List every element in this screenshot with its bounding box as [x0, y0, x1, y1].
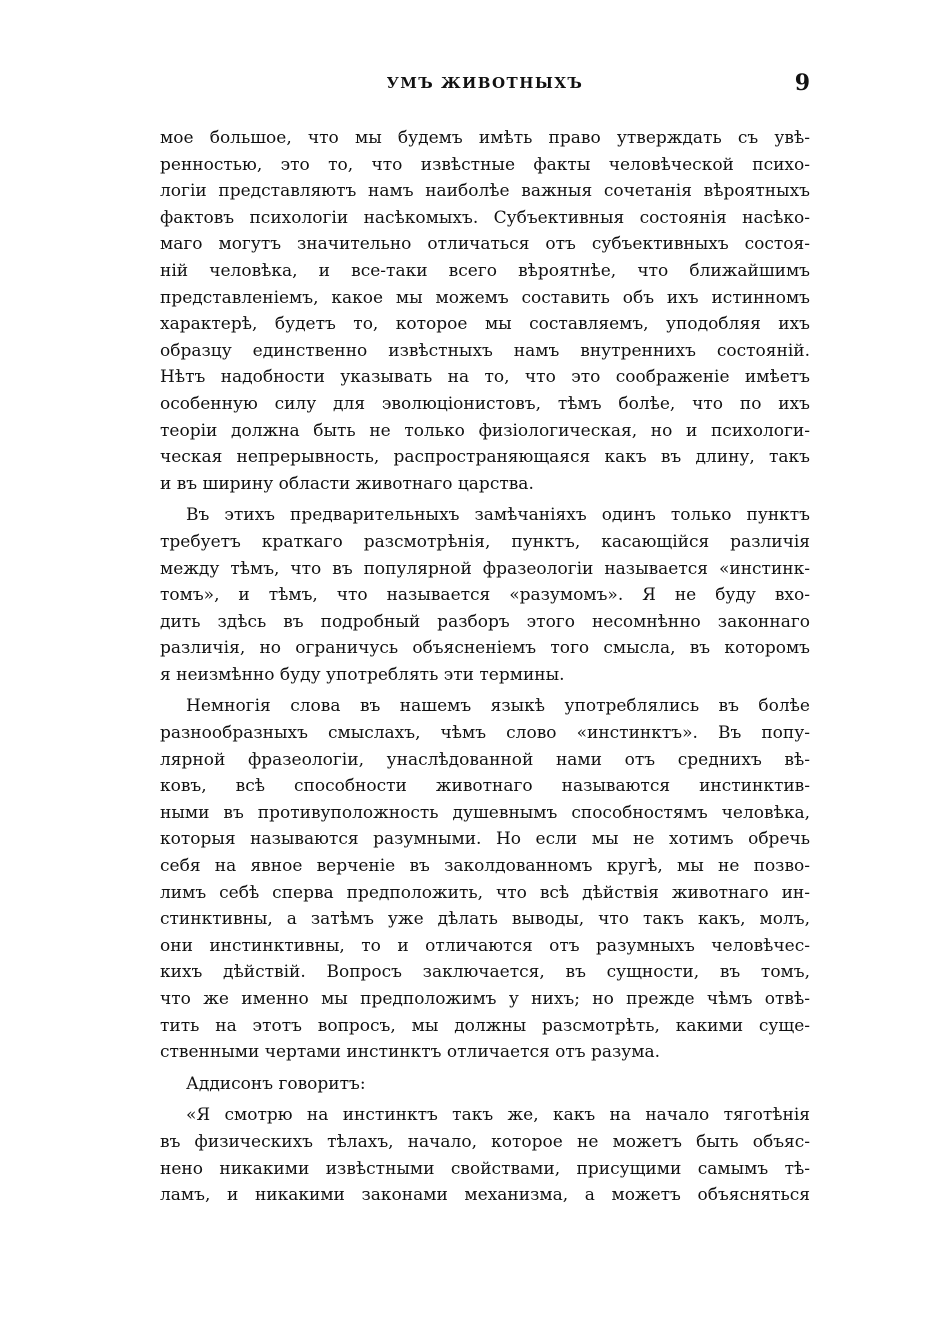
text-line: что же именно мы предположимъ у нихъ; но прежде чѣмъ отвѣ- [160, 989, 810, 1009]
body-text [160, 125, 810, 1214]
text-line: ческая непрерывность, распространяющаяся какъ въ длину, такъ [160, 447, 810, 468]
text-line: томъ», и тѣмъ, что называется «разумомъ». Я не буду вхо- [160, 585, 810, 606]
page-number: 9 [794, 70, 810, 96]
text-line: образцу единственно извѣстныхъ намъ внутреннихъ состояній. [160, 340, 810, 361]
text-line: ственными чертами инстинктъ отличается отъ разума. [160, 1042, 661, 1063]
text-line: стинктивны, а затѣмъ уже дѣлать выводы, что такъ какъ, молъ, [160, 909, 810, 930]
paragraph [160, 502, 810, 688]
text-line: фактовъ психологіи насѣкомыхъ. Субъективныя состоянія насѣко- [160, 207, 810, 228]
text-line: они инстинктивны, то и отличаются отъ разумныхъ человѣчес- [160, 935, 810, 956]
text-line: различія, но ограничусь объясненіемъ того смысла, въ которомъ [160, 638, 810, 659]
paragraph [160, 125, 810, 497]
text-line: особенную силу для эволюціонистовъ, тѣмъ болѣе, что по ихъ [160, 393, 810, 414]
text-line: Немногія слова въ нашемъ языкѣ употреблялись въ болѣе [186, 696, 810, 717]
text-line: «Я смотрю на инстинктъ такъ же, какъ на начало тяготѣнія [186, 1105, 810, 1126]
text-line: дить здѣсь въ подробный разборъ этого несомнѣнно законнаго [160, 611, 810, 632]
text-line: ній человѣка, и все-таки всего вѣроятнѣе, что ближайшимъ [160, 260, 810, 281]
running-title: УМЪ ЖИВОТНЫХЪ [386, 74, 584, 92]
text-line: ламъ, и никакими законами механизма, а можетъ объясняться [160, 1185, 810, 1206]
text-line: кихъ дѣйствій. Вопросъ заключается, въ сущности, въ томъ, [160, 962, 810, 983]
text-line: лимъ себѣ сперва предположить, что всѣ дѣйствія животнаго ин- [160, 882, 810, 903]
text-line: нено никакими извѣстными свойствами, присущими самымъ тѣ- [160, 1158, 810, 1179]
paragraph [160, 1102, 810, 1208]
paragraph [160, 693, 810, 1065]
running-head [160, 70, 810, 104]
text-line: маго могутъ значительно отличаться отъ субъективныхъ состоя- [160, 234, 810, 255]
text-line: и въ ширину области животнаго царства. [160, 473, 534, 494]
text-line: ренностью, это то, что извѣстные факты человѣческой психо- [160, 154, 810, 175]
text-line: логіи представляютъ намъ наиболѣе важныя сочетанія вѣроятныхъ [160, 181, 810, 202]
text-line: представленіемъ, какое мы можемъ составить объ ихъ истинномъ [160, 287, 810, 308]
text-line: Въ этихъ предварительныхъ замѣчаніяхъ одинъ только пунктъ [186, 505, 810, 526]
text-line: которыя называются разумными. Но если мы не хотимъ обречь [160, 829, 810, 850]
text-line: ковъ, всѣ способности животнаго называются инстинктив- [160, 776, 810, 797]
text-line: тить на этотъ вопросъ, мы должны разсмотрѣть, какими суще- [160, 1015, 810, 1036]
text-line: теоріи должна быть не только физіологическая, но и психологи- [160, 420, 810, 441]
paragraph [160, 1071, 810, 1098]
text-line: въ физическихъ тѣлахъ, начало, которое не можетъ быть объяс- [160, 1131, 810, 1152]
text-line: ными въ противуположность душевнымъ способностямъ человѣка, [160, 802, 810, 823]
text-line: мое большое, что мы будемъ имѣть право утверждать съ увѣ- [160, 128, 810, 148]
text-line: между тѣмъ, что въ популярной фразеологіи называется «инстинк- [160, 558, 810, 579]
text-line: лярной фразеологіи, унаслѣдованной нами отъ среднихъ вѣ- [160, 749, 810, 770]
text-line: Аддисонъ говоритъ: [186, 1073, 366, 1094]
text-line: я неизмѣнно буду употреблять эти термины. [160, 664, 565, 685]
text-line: себя на явное верченіе въ заколдованномъ кругѣ, мы не позво- [160, 856, 810, 877]
text-line: Нѣтъ надобности указывать на то, что это соображеніе имѣетъ [160, 367, 810, 388]
text-line: требуетъ краткаго разсмотрѣнія, пунктъ, касающійся различія [160, 531, 810, 552]
text-line: характерѣ, будетъ то, которое мы составляемъ, уподобляя ихъ [160, 314, 810, 335]
text-line: разнообразныхъ смыслахъ, чѣмъ слово «инстинктъ». Въ попу- [160, 723, 810, 744]
